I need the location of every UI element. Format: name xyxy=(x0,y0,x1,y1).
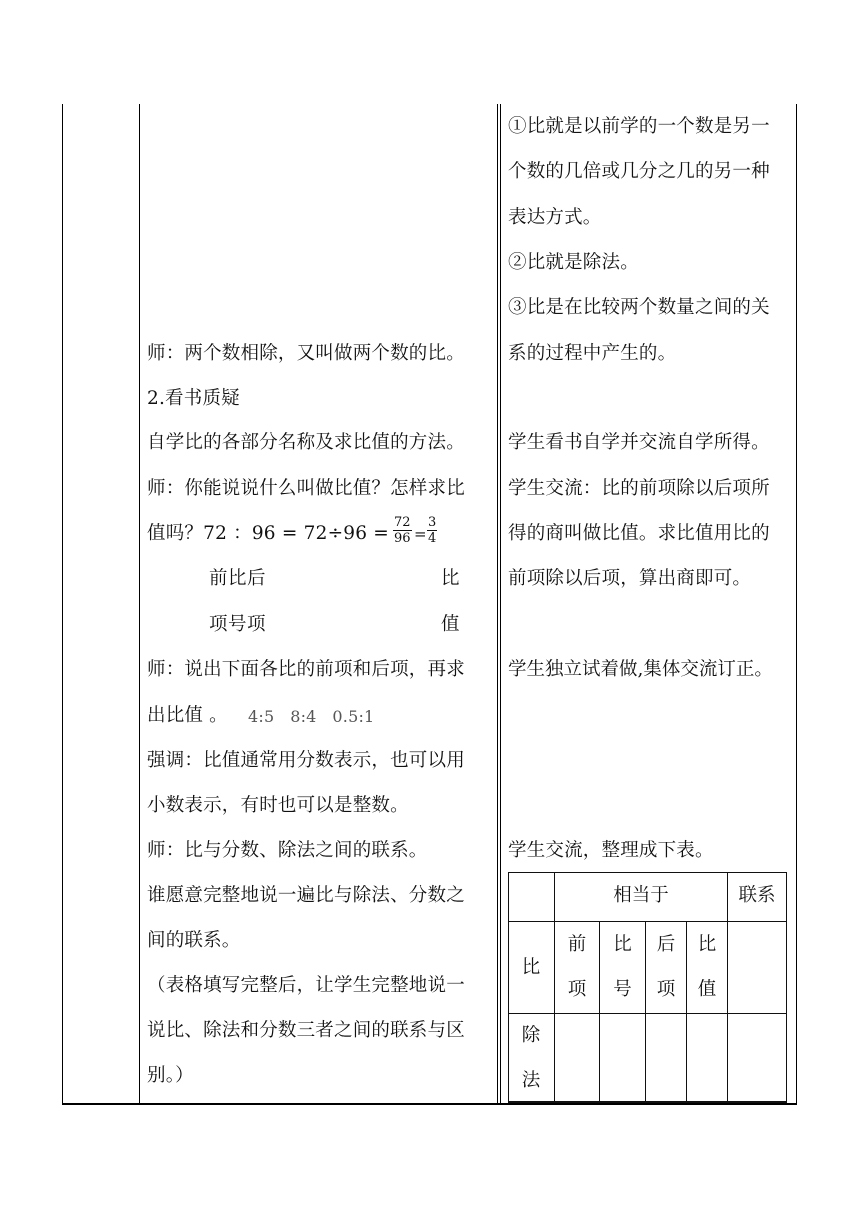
fraction-denominator: 96 xyxy=(394,531,411,546)
student-activity-line: 学生独立试着做,集体交流订正。 xyxy=(508,659,773,680)
student-opinion-line: 表达方式。 xyxy=(508,207,602,228)
ratio-examples: 4:5 8:4 0.5:1 xyxy=(248,707,375,726)
equals-sign: = xyxy=(414,525,427,543)
label-back-term-2: 项 xyxy=(247,614,266,635)
label-ratio-value-2: 值 xyxy=(441,614,460,635)
teacher-task-line: 出比值 。 xyxy=(147,705,228,726)
question-line: 谁愿意完整地说一遍比与除法、分数之 xyxy=(147,885,465,906)
cell-back-term: 后 xyxy=(656,934,676,955)
fraction-numerator: 3 xyxy=(428,515,437,530)
cell-front-term: 项 xyxy=(567,979,587,1000)
student-opinion-line: 系的过程中产生的。 xyxy=(508,343,677,364)
label-front-term-1: 前 xyxy=(209,568,228,589)
teacher-line: 师：比与分数、除法之间的联系。 xyxy=(147,840,428,861)
teacher-question-line: 师：你能说说什么叫做比值？怎样求比 xyxy=(147,478,465,499)
emphasis-line: 小数表示，有时也可以是整数。 xyxy=(147,795,409,816)
note-line: （表格填写完整后，让学生完整地说一 xyxy=(147,975,465,996)
student-opinion-line: ①比就是以前学的一个数是另一 xyxy=(508,116,770,137)
table-column-divider xyxy=(500,104,501,1104)
question-line: 间的联系。 xyxy=(147,930,241,951)
fraction-72-96 xyxy=(393,516,412,545)
teacher-line: 师：两个数相除，又叫做两个数的比。 xyxy=(147,343,465,364)
teacher-task-line: 师：说出下面各比的前项和后项，再求 xyxy=(147,659,465,680)
row-label-division: 法 xyxy=(521,1070,541,1091)
cell-front-term: 前 xyxy=(567,934,587,955)
table-column-divider xyxy=(497,104,498,1104)
note-line: 别。） xyxy=(147,1065,194,1086)
student-opinion-line: 个数的几倍或几分之几的另一种 xyxy=(508,161,770,182)
fraction-denominator: 4 xyxy=(428,531,437,546)
cell-ratio-sign: 号 xyxy=(613,979,632,1000)
student-activity-line: 得的商叫做比值。求比值用比的 xyxy=(508,523,770,544)
fraction-3-4 xyxy=(427,516,437,545)
note-line: 说比、除法和分数三者之间的联系与区 xyxy=(147,1020,465,1041)
student-activity-line: 学生交流：比的前项除以后项所 xyxy=(508,478,770,499)
student-opinion-line: ②比就是除法。 xyxy=(508,252,639,273)
label-ratio-sign-1: 比 xyxy=(228,568,247,589)
fraction-numerator: 72 xyxy=(394,515,411,530)
label-front-term-2: 项 xyxy=(209,614,228,635)
cell-back-term: 项 xyxy=(656,979,676,1000)
step-heading: 2.看书质疑 xyxy=(147,388,240,409)
student-activity-line: 学生看书自学并交流自学所得。 xyxy=(508,432,770,453)
table-border-bottom xyxy=(62,1103,797,1105)
student-activity-line: 学生交流，整理成下表。 xyxy=(508,840,714,861)
emphasis-line: 强调：比值通常用分数表示，也可以用 xyxy=(147,750,465,771)
cell-ratio-value: 比 xyxy=(697,934,717,955)
header-connection: 联系 xyxy=(738,885,776,906)
header-equivalent: 相当于 xyxy=(613,885,669,906)
self-study-line: 自学比的各部分名称及求比值的方法。 xyxy=(147,432,465,453)
cell-ratio-value: 值 xyxy=(697,979,717,1000)
table-border-left xyxy=(62,104,63,1104)
table-column-divider xyxy=(139,104,140,1104)
row-label-division: 除 xyxy=(521,1025,541,1046)
comparison-table xyxy=(508,872,787,1103)
student-activity-line: 前项除以后项，算出商即可。 xyxy=(508,568,752,589)
ratio-calculation: 值吗？72 ：96 = 72÷96 = xyxy=(147,523,389,544)
row-label-ratio: 比 xyxy=(521,957,541,978)
cell-ratio-sign: 比 xyxy=(613,934,632,955)
label-ratio-value-1: 比 xyxy=(441,568,460,589)
label-ratio-sign-2: 号 xyxy=(228,614,247,635)
student-opinion-line: ③比是在比较两个数量之间的关 xyxy=(508,297,770,318)
label-back-term-1: 后 xyxy=(247,568,266,589)
table-border-right xyxy=(796,104,797,1104)
